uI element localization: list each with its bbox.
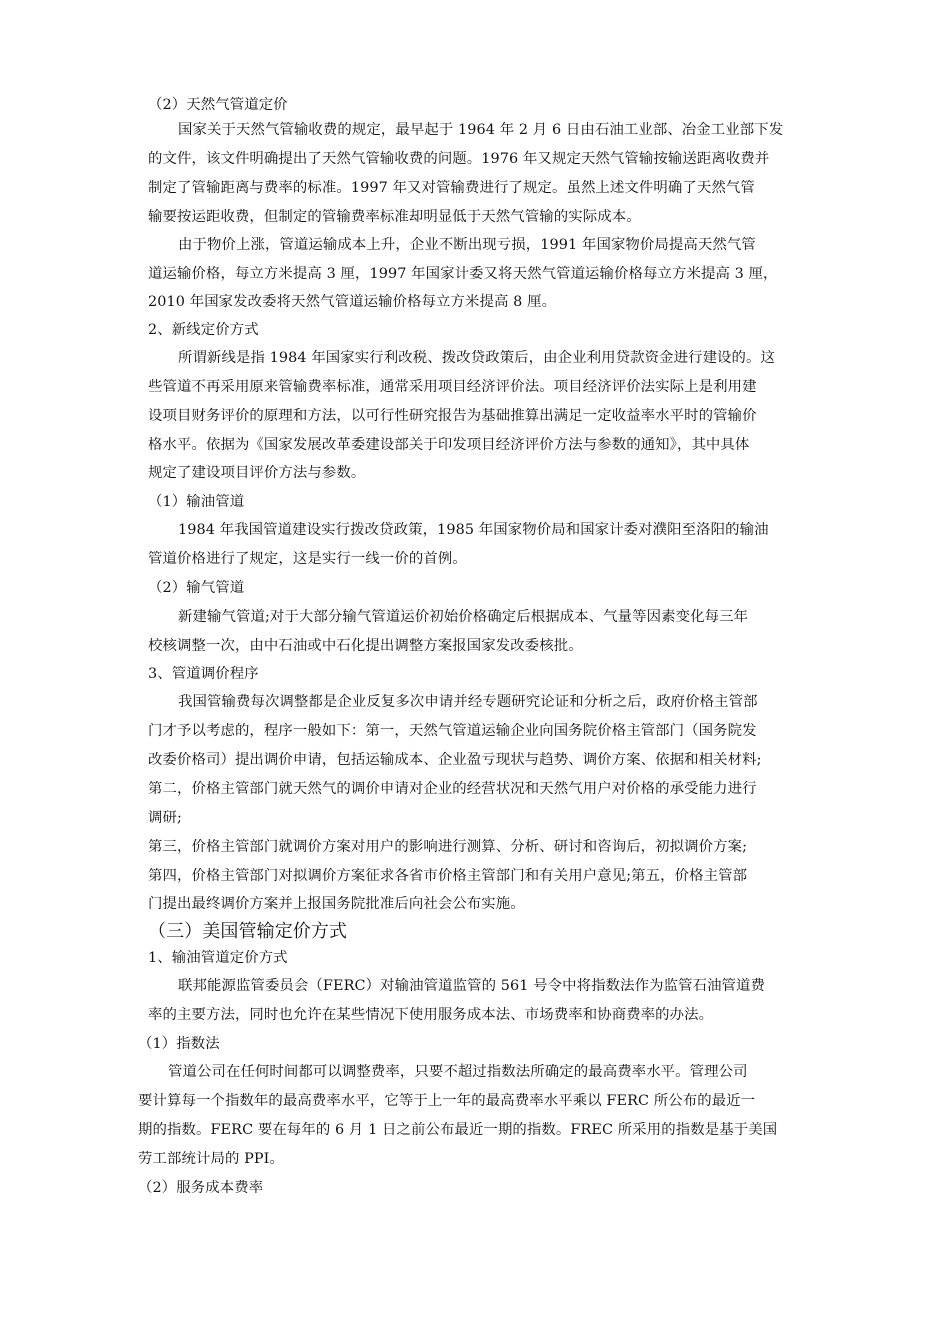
subheading-gas-pipeline-pricing: （2）天然气管道定价 — [148, 97, 288, 113]
paragraph-line: 第二，价格主管部门就天然气的调价申请对企业的经营状况和天然气用户对价格的承受能力进行 — [148, 781, 757, 797]
paragraph-line: 调研; — [148, 810, 182, 826]
paragraph-line: 管道价格进行了规定，这是实行一线一价的首例。 — [148, 551, 467, 567]
paragraph-line: 设项目财务评价的原理和方法，以可行性研究报告为基础推算出满足一定收益率水平时的管输价 — [148, 408, 757, 424]
paragraph-line: 门提出最终调价方案并上报国务院批准后向社会公布实施。 — [148, 896, 525, 912]
paragraph-line: 的文件，该文件明确提出了天然气管输收费的问题。1976 年又规定天然气管输按输送距离收费并 — [148, 151, 770, 167]
paragraph-line: 联邦能源监管委员会（FERC）对输油管道监管的 561 号令中将指数法作为监管石油管道费 — [178, 978, 766, 994]
paragraph-line: 格水平。依据为《国家发展改革委建设部关于印发项目经济评价方法与参数的通知》，其中具体 — [148, 437, 750, 453]
paragraph-line: 由于物价上涨，管道运输成本上升，企业不断出现亏损，1991 年国家物价局提高天然气管 — [178, 237, 756, 253]
paragraph-line: 规定了建设项目评价方法与参数。 — [148, 465, 366, 481]
paragraph-line: 输要按运距收费，但制定的管输费率标准却明显低于天然气管输的实际成本。 — [148, 209, 641, 225]
subheading-price-adjustment-procedure: 3、管道调价程序 — [148, 666, 259, 682]
paragraph-line: 第四，价格主管部门对拟调价方案征求各省市价格主管部门和有关用户意见;第五，价格主管部 — [148, 868, 748, 884]
paragraph-line: 些管道不再采用原来管输费率标准，通常采用项目经济评价法。项目经济评价法实际上是利用建 — [148, 379, 757, 395]
subheading-oil-pipeline: （1）输油管道 — [148, 494, 245, 510]
paragraph-line: 管道公司在任何时间都可以调整费率，只要不超过指数法所确定的最高费率水平。管理公司 — [168, 1064, 748, 1080]
paragraph-line: 改委价格司）提出调价申请，包括运输成本、企业盈亏现状与趋势、调价方案、依据和相关材料; — [148, 752, 762, 768]
paragraph-line: 期的指数。FERC 要在每年的 6 月 1 日之前公布最近一期的指数。FREC 所采用的指数是基于美国 — [138, 1122, 778, 1138]
paragraph-line: 劳工部统计局的 PPI。 — [138, 1151, 284, 1167]
paragraph-line: 2010 年国家发改委将天然气管道运输价格每立方米提高 8 厘。 — [148, 294, 557, 310]
paragraph-line: 校核调整一次，由中石油或中石化提出调整方案报国家发改委核批。 — [148, 638, 583, 654]
paragraph-line: 门才予以考虑的，程序一般如下：第一，天然气管道运输企业向国务院价格主管部门（国务院发 — [148, 723, 757, 739]
paragraph-line: 1984 年我国管道建设实行拨改贷政策，1985 年国家物价局和国家计委对濮阳至洛阳的输油 — [178, 522, 769, 538]
subheading-cost-of-service-rate: （2）服务成本费率 — [138, 1180, 264, 1196]
subheading-new-line-pricing: 2、新线定价方式 — [148, 322, 259, 338]
paragraph-line: 制定了管输距离与费率的标准。1997 年又对管输费进行了规定。虽然上述文件明确了天然气管 — [148, 180, 755, 196]
paragraph-line: 国家关于天然气管输收费的规定，最早起于 1964 年 2 月 6 日由石油工业部、冶金工业部下发 — [178, 122, 784, 138]
paragraph-line: 所谓新线是指 1984 年国家实行利改税、拨改贷政策后，由企业利用贷款资金进行建设的。这 — [178, 350, 776, 366]
paragraph-line: 要计算每一个指数年的最高费率水平，它等于上一年的最高费率水平乘以 FERC 所公布的最近一 — [138, 1093, 756, 1109]
section-heading-us-pricing: （三）美国管输定价方式 — [148, 921, 348, 942]
paragraph-line: 我国管输费每次调整都是企业反复多次申请并经专题研究论证和分析之后，政府价格主管部 — [178, 694, 758, 710]
paragraph-line: 新建输气管道;对于大部分输气管道运价初始价格确定后根据成本、气量等因素变化每三年 — [178, 609, 749, 625]
subheading-index-method: （1）指数法 — [138, 1036, 220, 1052]
subheading-us-oil-pipeline-pricing: 1、输油管道定价方式 — [148, 950, 288, 966]
subheading-gas-transmission-pipeline: （2）输气管道 — [148, 580, 245, 596]
paragraph-line: 率的主要方法，同时也允许在某些情况下使用服务成本法、市场费率和协商费率的办法。 — [148, 1007, 714, 1023]
paragraph-line: 道运输价格，每立方米提高 3 厘，1997 年国家计委又将天然气管道运输价格每立方米提高 3 厘， — [148, 266, 778, 282]
paragraph-line: 第三，价格主管部门就调价方案对用户的影响进行测算、分析、研讨和咨询后，初拟调价方案; — [148, 839, 748, 855]
